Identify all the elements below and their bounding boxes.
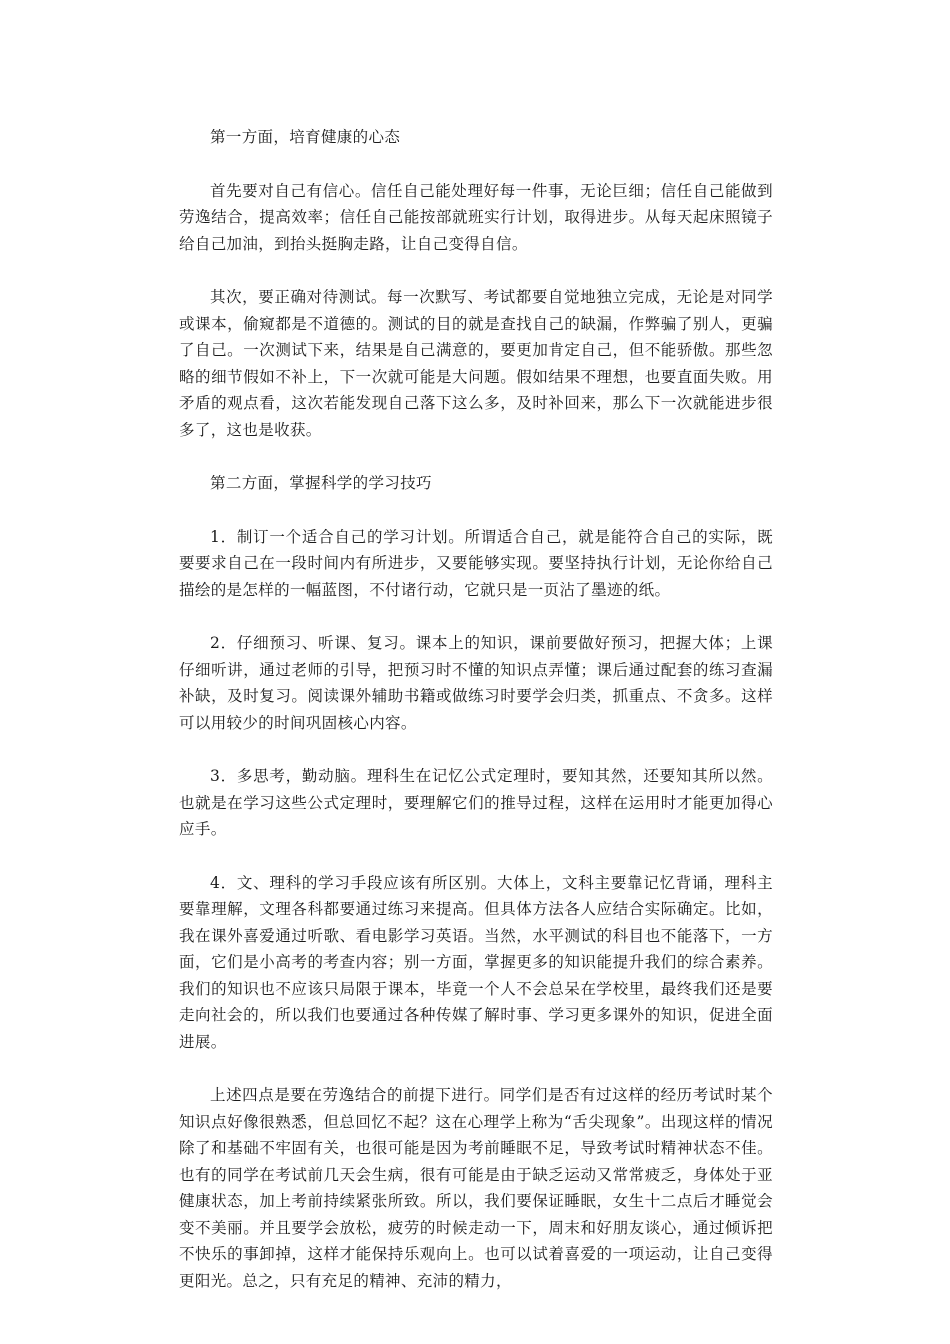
paragraph-tests: 其次，要正确对待测试。每一次默写、考试都要自觉地独立完成，无论是对同学或课本，偷窥都是不道德的。测试的目的就是查找自己的缺漏，作弊骗了别人，更骗了自己。一次测试下来，结果是自己满意的，要更加肯定自己，但不能骄傲。那些忽略的细节假如不补上，下一次就可能是大问题。假如结果不理想，也要直面失败。用矛盾的观点看，这次若能发现自己落下这么多，及时补回来，那么下一次就能进步很多了，这也是收获。 xyxy=(179,288,773,439)
list-item-arts-science: 4．文、理科的学习手段应该有所区别。大体上，文科主要靠记忆背诵，理科主要靠理解，文理各科都要通过练习来提高。但具体方法各人应结合实际确定。比如，我在课外喜爱通过听歌、看电影学习英语。当然，水平测试的科目也不能落下，一方面，它们是小高考的考查内容；别一方面，掌握更多的知识能提升我们的综合素养。我们的知识也不应该只局限于课本，毕竟一个人不会总呆在学校里，最终我们还是要走向社会的，所以我们也要通过各种传媒了解时事、学习更多课外的知识，促进全面进展。 xyxy=(179,873,773,1051)
document-body xyxy=(179,124,773,1294)
list-item-think-more: 3．多思考，勤动脑。理科生在记忆公式定理时，要知其然，还要知其所以然。也就是在学习这些公式定理时，要理解它们的推导过程，这样在运用时才能更加得心应手。 xyxy=(179,767,773,838)
section-heading-study-skills: 第二方面，掌握科学的学习技巧 xyxy=(210,474,432,492)
paragraph-confidence: 首先要对自己有信心。信任自己能处理好每一件事，无论巨细；信任自己能做到劳逸结合，提高效率；信任自己能按部就班实行计划，取得进步。从每天起床照镜子给自己加油，到抬头挺胸走路，让自己变得自信。 xyxy=(179,181,773,253)
list-item-preview-review: 2．仔细预习、听课、复习。课本上的知识，课前要做好预习，把握大体；上课仔细听讲，通过老师的引导，把预习时不懂的知识点弄懂；课后通过配套的练习查漏补缺，及时复习。阅读课外辅助书籍或做练习时要学会归类，抓重点、不贪多。这样可以用较少的时间巩固核心内容。 xyxy=(179,634,773,732)
paragraph-work-rest-balance: 上述四点是要在劳逸结合的前提下进行。同学们是否有过这样的经历考试时某个知识点好像很熟悉，但总回忆不起？这在心理学上称为“舌尖现象”。出现这样的情况除了和基础不牢固有关，也很可能是因为考前睡眠不足，导致考试时精神状态不佳。也有的同学在考试前几天会生病，很有可能是由于缺乏运动又常常疲乏，身体处于亚健康状态，加上考前持续紧张所致。所以，我们要保证睡眠，女生十二点后才睡觉会变不美丽。并且要学会放松，疲劳的时候走动一下，周末和好朋友谈心，通过倾诉把不快乐的事卸掉，这样才能保持乐观向上。也可以试着喜爱的一项运动，让自己变得更阳光。总之，只有充足的精神、充沛的精力， xyxy=(179,1086,773,1290)
section-heading-mindset: 第一方面，培育健康的心态 xyxy=(210,128,401,146)
list-item-study-plan: 1．制订一个适合自己的学习计划。所谓适合自己，就是能符合自己的实际，既要要求自己在一段时间内有所进步，又要能够实现。要坚持执行计划，无论你给自己描绘的是怎样的一幅蓝图，不付诸行动，它就只是一页沾了墨迹的纸。 xyxy=(179,527,773,599)
